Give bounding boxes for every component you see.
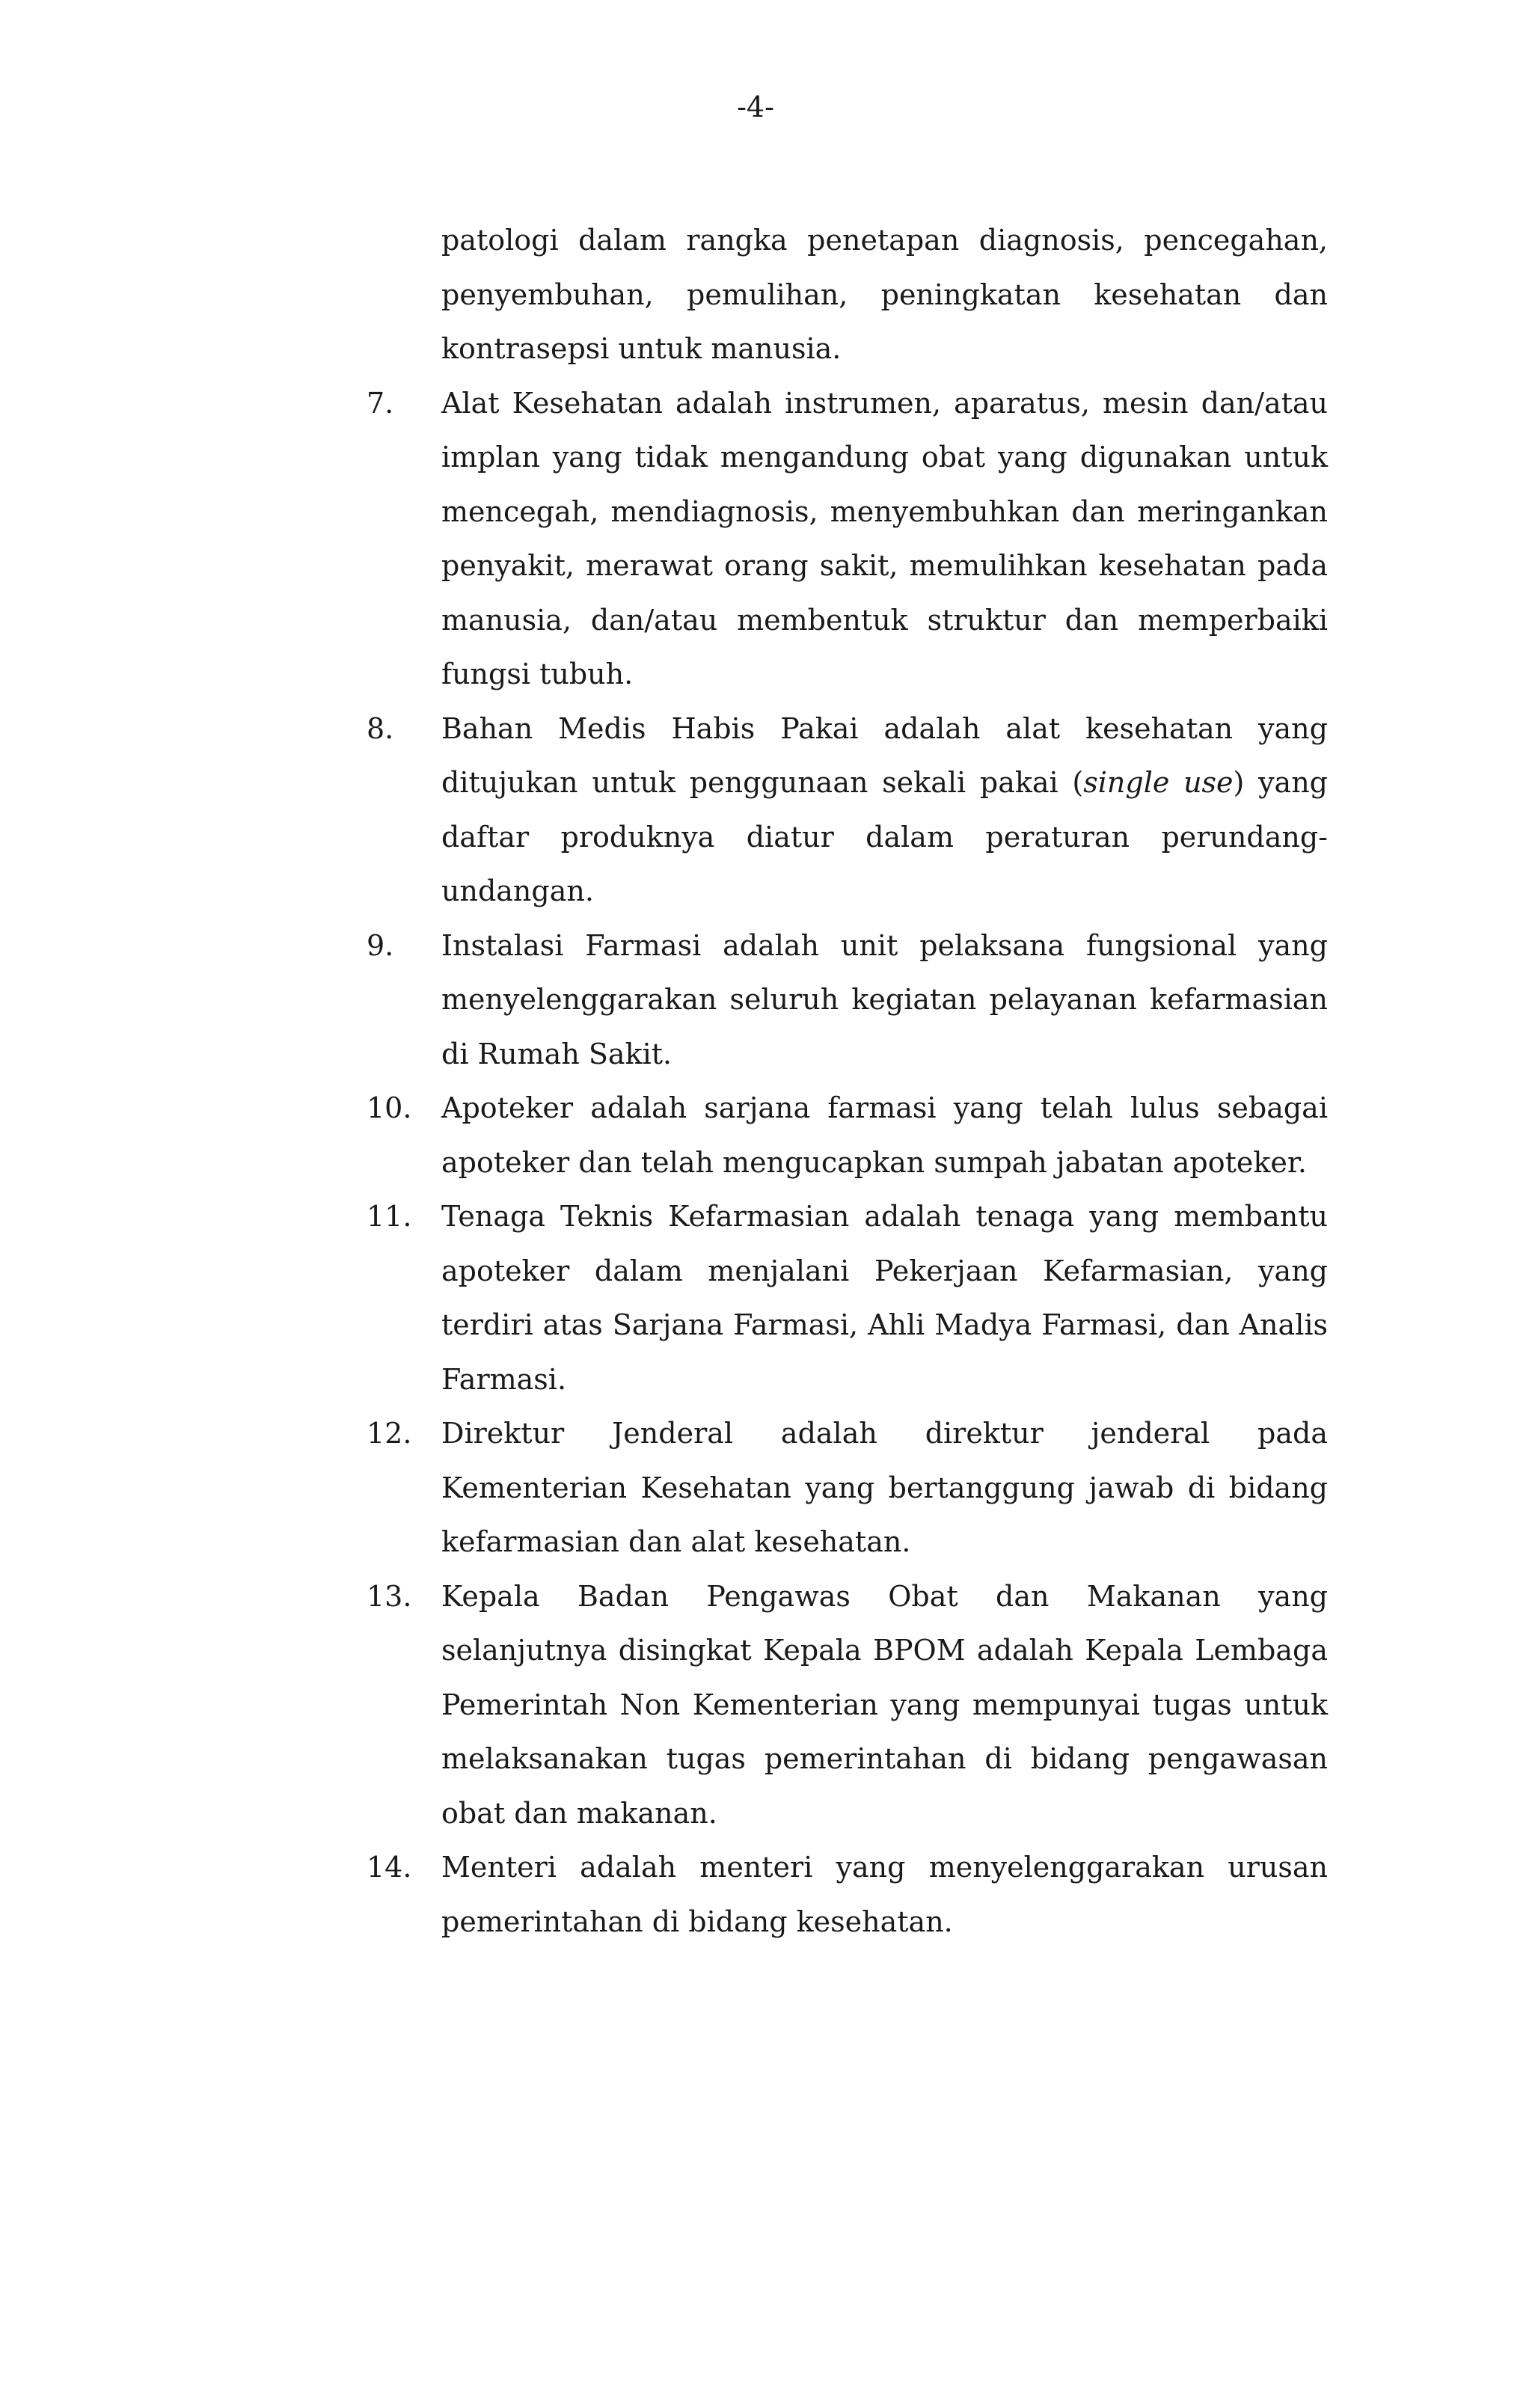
item-number: 13.	[367, 1579, 412, 1613]
list-item-13	[367, 1569, 1328, 1841]
item-number: 7.	[367, 386, 394, 420]
item-number: 9.	[367, 928, 394, 962]
item-text: Apoteker adalah sarjana farmasi yang telah lulus sebagai apoteker dan telah mengucapkan sumpah jabatan apoteker.	[441, 1091, 1328, 1179]
list-item-8	[367, 702, 1328, 919]
definitions-list	[367, 213, 1328, 1949]
item-text: Kepala Badan Pengawas Obat dan Makanan yang selanjutnya disingkat Kepala BPOM adalah Kepala Lembaga Pemerintah Non Kementerian yang mempunyai tugas untuk melaksanakan tugas pemerintahan di bidang pengawasan obat dan makanan.	[441, 1579, 1328, 1830]
item-text-part: Bahan Medis Habis Pakai adalah alat kesehatan yang ditujukan untuk penggunaan sekali pakai (	[441, 711, 1328, 799]
item-text: Direktur Jenderal adalah direktur jenderal pada Kementerian Kesehatan yang bertanggung jawab di bidang kefarmasian dan alat kesehatan.	[441, 1417, 1328, 1558]
item-number: 11.	[367, 1200, 412, 1233]
page-number: -4-	[737, 91, 774, 123]
item-number: 8.	[367, 711, 394, 745]
item-number: 12.	[367, 1417, 412, 1450]
item-text: Alat Kesehatan adalah instrumen, aparatus, mesin dan/atau implan yang tidak mengandung obat yang digunakan untuk mencegah, mendiagnosis, menyembuhkan dan meringankan penyakit, merawat orang sakit, memulihkan kesehatan pada manusia, dan/atau membentuk struktur dan memperbaiki fungsi tubuh.	[441, 386, 1328, 690]
item-text-part: ) yang daftar produknya diatur dalam peraturan perundang-undangan.	[441, 766, 1328, 907]
item-text	[441, 702, 1328, 919]
item-text: Instalasi Farmasi adalah unit pelaksana fungsional yang menyelenggarakan seluruh kegiatan pelayanan kefarmasian di Rumah Sakit.	[441, 928, 1328, 1070]
item-number: 14.	[367, 1851, 412, 1884]
list-item-14	[367, 1840, 1328, 1949]
list-item-10	[367, 1081, 1328, 1189]
item-number: 10.	[367, 1091, 412, 1124]
continuation-paragraph: patologi dalam rangka penetapan diagnosis, pencegahan, penyembuhan, pemulihan, peningkatan kesehatan dan kontrasepsi untuk manusia.	[441, 224, 1328, 365]
item-text: Menteri adalah menteri yang menyelenggarakan urusan pemerintahan di bidang kesehatan.	[441, 1851, 1328, 1938]
list-item-9	[367, 919, 1328, 1082]
list-item-7	[367, 376, 1328, 702]
list-item-12	[367, 1406, 1328, 1569]
item-text: Tenaga Teknis Kefarmasian adalah tenaga yang membantu apoteker dalam menjalani Pekerjaan Kefarmasian, yang terdiri atas Sarjana Farmasi, Ahli Madya Farmasi, dan Analis Farmasi.	[441, 1200, 1328, 1396]
list-item-11	[367, 1189, 1328, 1406]
item-text-italic: single use	[1083, 766, 1234, 799]
